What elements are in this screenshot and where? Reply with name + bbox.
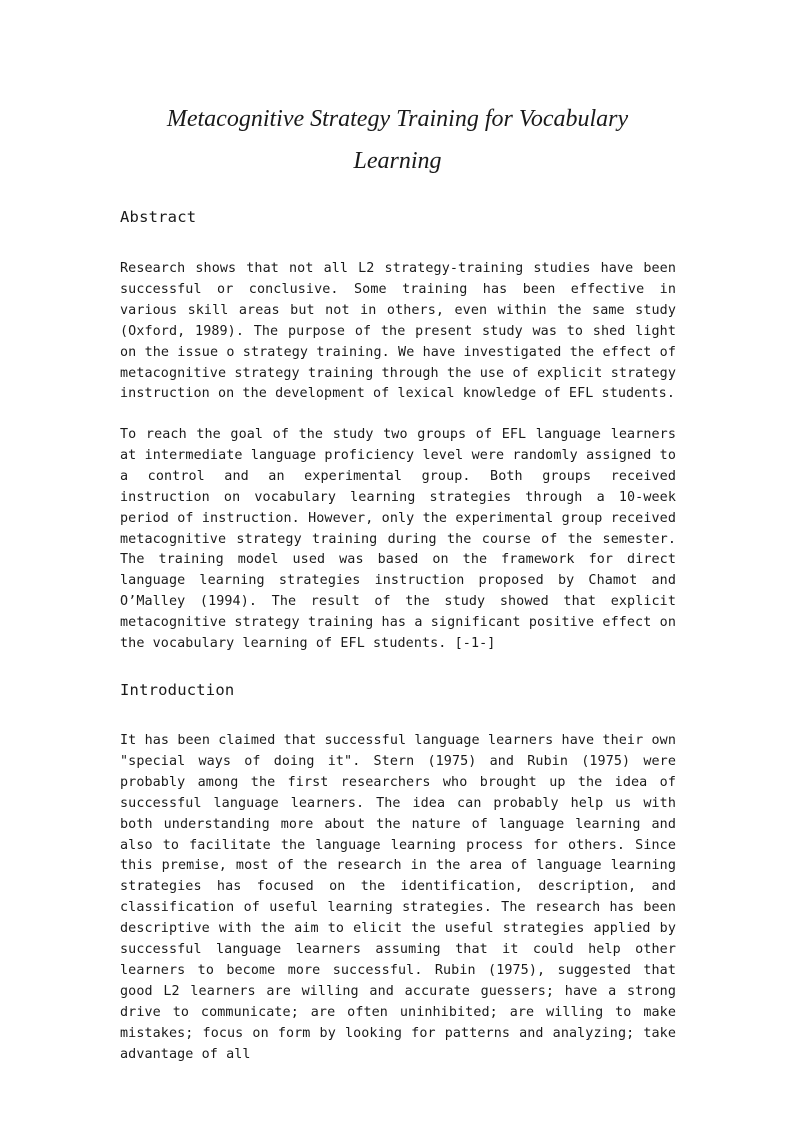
introduction-heading: Introduction bbox=[120, 681, 235, 699]
document-title: Metacognitive Strategy Training for Vocabulary Learning bbox=[166, 106, 629, 174]
introduction-paragraph-1: It has been claimed that successful language learners have their own "special ways of doing it". Stern (1975) and Rubin (1975) were probably among the first researchers who brought up the idea of successful language learners. The idea can probably help us with both understanding more about the nature of language learning and also to facilitate the language learning process for others. Since this premise, most of the research in the area of language learning strategies has focused on the identification, description, and classification of useful learning strategies. The research has been descriptive with the aim to elicit the useful strategies applied by successful language learners assuming that it could help other learners to become more successful. Rubin (1975), suggested that good L2 learners are willing and accurate guessers; have a strong drive to communicate; are often uninhibited; are willing to make mistakes; focus on form by looking for patterns and analyzing; take advantage of all bbox=[120, 733, 676, 1062]
abstract-paragraph-1: Research shows that not all L2 strategy-training studies have been successful or conclusive. Some training has been effective in various skill areas but not in others, even within the same study (Oxford, 1989). The purpose of the present study was to shed light on the issue o strategy training. We have investigated the effect of metacognitive strategy training through the use of explicit strategy instruction on the development of lexical knowledge of EFL students. bbox=[120, 261, 676, 402]
abstract-heading: Abstract bbox=[120, 208, 197, 226]
abstract-paragraph-2: To reach the goal of the study two groups of EFL language learners at intermediate language proficiency level were randomly assigned to a control and an experimental group. Both groups received instruction on vocabulary learning strategies through a 10-week period of instruction. However, only the experimental group received metacognitive strategy training during the course of the semester. The training model used was based on the framework for direct language learning strategies instruction proposed by Chamot and O’Malley (1994). The result of the study showed that explicit metacognitive strategy training has a significant positive effect on the vocabulary learning of EFL students. [-1-] bbox=[120, 427, 676, 652]
